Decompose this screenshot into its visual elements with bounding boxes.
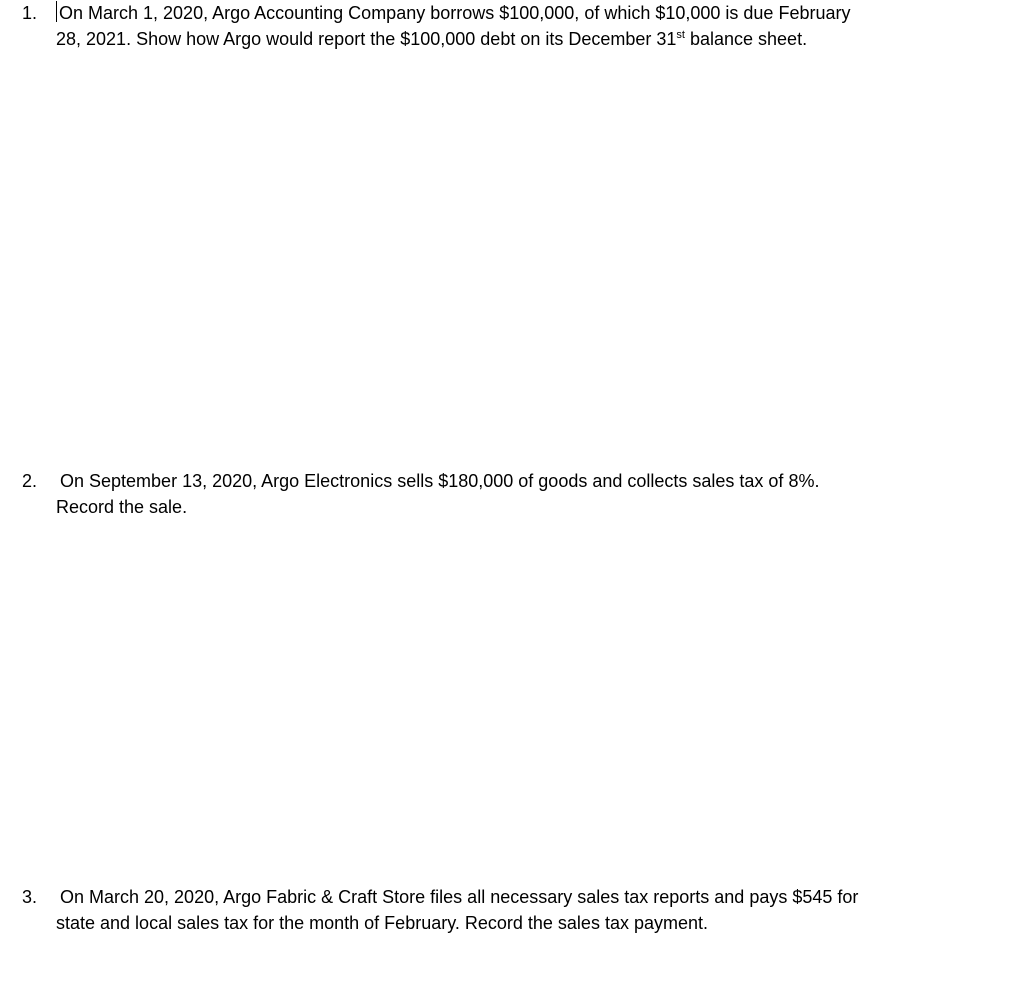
question-text[interactable]: [56, 0, 936, 52]
question-text[interactable]: [56, 884, 936, 936]
question-line-text: 28, 2021. Show how Argo would report the $100,000 debt on its December 31: [56, 29, 677, 49]
question-number: 3.: [22, 887, 38, 907]
question-line: [56, 26, 936, 52]
question-number: 1.: [22, 3, 38, 23]
question-line: [56, 0, 936, 26]
question-line: state and local sales tax for the month of February. Record the sales tax payment.: [56, 913, 708, 933]
question-line-text: On March 1, 2020, Argo Accounting Company borrows $100,000, of which $10,000 is due February: [59, 3, 851, 23]
question-line: Record the sale.: [56, 497, 188, 517]
question-number: 2.: [22, 471, 38, 491]
question-text[interactable]: [56, 468, 936, 520]
text-cursor: [56, 1, 57, 22]
question-line: On September 13, 2020, Argo Electronics sells $180,000 of goods and collects sales tax of 8%.: [60, 471, 820, 491]
question-line-text: balance sheet.: [684, 29, 808, 49]
ordinal-suffix: st: [676, 29, 685, 41]
question-line: On March 20, 2020, Argo Fabric & Craft Store files all necessary sales tax reports and pays $545 for: [60, 887, 859, 907]
